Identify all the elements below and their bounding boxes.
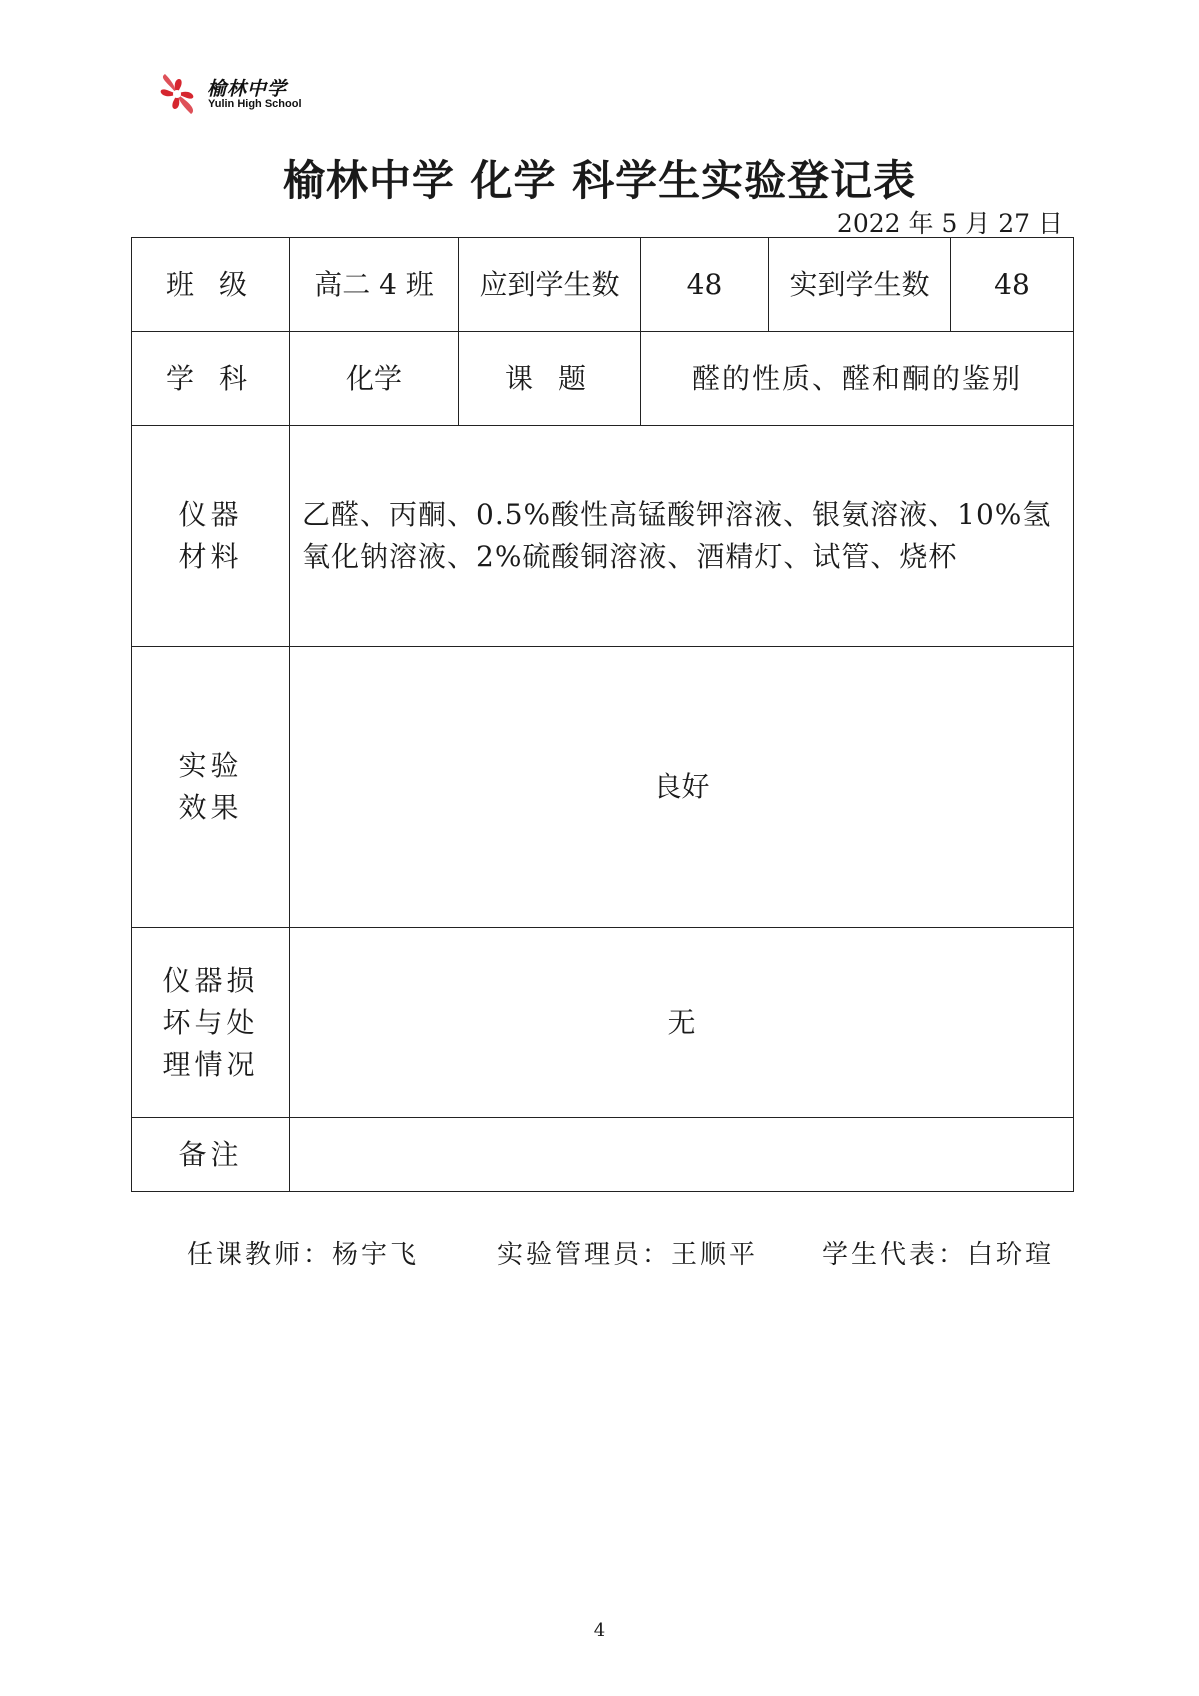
logo-name-en: Yulin High School <box>208 98 302 110</box>
effect-value: 良好 <box>290 647 1074 928</box>
table-row-effect <box>132 647 1074 928</box>
materials-label-line-1: 仪器 <box>178 498 243 531</box>
effect-label <box>132 647 290 928</box>
page-title: 榆林中学 化学 科学生实验登记表 <box>282 156 917 205</box>
materials-label <box>132 426 290 647</box>
remarks-value <box>290 1118 1074 1192</box>
damage-label <box>132 928 290 1118</box>
experiment-record-table <box>131 237 1074 1192</box>
logo-name-cn: 榆林中学 <box>207 78 288 100</box>
damage-value: 无 <box>290 928 1074 1118</box>
materials-value: 乙醛、丙酮、0.5%酸性高锰酸钾溶液、银氨溶液、10%氢氧化钠溶液、2%硫酸铜溶液、酒精灯、试管、烧杯 <box>290 426 1074 647</box>
subject-value: 化学 <box>290 332 459 426</box>
table-row-subject <box>132 332 1074 426</box>
actual-students-value: 48 <box>951 238 1074 332</box>
student-signature: 学生代表：白玠瑄 <box>822 1240 1055 1270</box>
page-number: 4 <box>593 1620 606 1641</box>
manager-signature: 实验管理员：王顺平 <box>497 1240 759 1270</box>
actual-students-label: 实到学生数 <box>769 238 951 332</box>
school-logo <box>155 72 325 116</box>
expected-students-label: 应到学生数 <box>459 238 641 332</box>
table-row-class <box>132 238 1074 332</box>
subject-label: 学 科 <box>132 332 290 426</box>
school-emblem-icon <box>155 72 201 116</box>
table-row-remarks <box>132 1118 1074 1192</box>
record-date: 2022 年 5 月 27 日 <box>836 209 1063 238</box>
materials-label-line-2: 材料 <box>178 540 243 573</box>
teacher-signature: 任课教师：杨宇飞 <box>187 1240 420 1270</box>
effect-label-line-1: 实验 <box>178 749 243 782</box>
damage-label-line-2: 坏与处 <box>162 1005 259 1039</box>
class-label: 班 级 <box>132 238 290 332</box>
topic-label: 课 题 <box>459 332 641 426</box>
damage-label-line-1: 仪器损 <box>162 963 259 997</box>
table-row-materials <box>132 426 1074 647</box>
class-value: 高二 4 班 <box>290 238 459 332</box>
expected-students-value: 48 <box>641 238 769 332</box>
damage-label-line-3: 理情况 <box>162 1047 259 1081</box>
table-row-damage <box>132 928 1074 1118</box>
remarks-label: 备注 <box>132 1118 290 1192</box>
topic-value: 醛的性质、醛和酮的鉴别 <box>641 332 1074 426</box>
effect-label-line-2: 效果 <box>178 791 243 824</box>
